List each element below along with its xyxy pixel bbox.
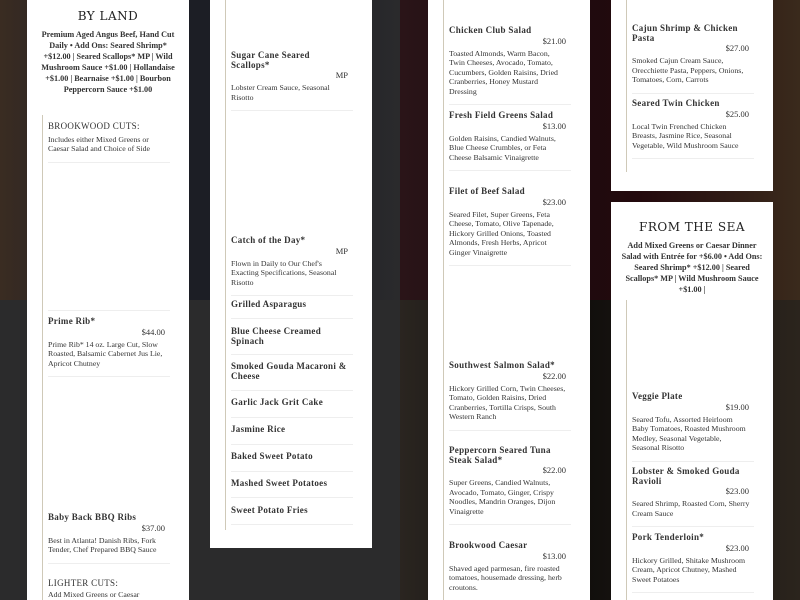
salads-card xyxy=(428,300,590,600)
item-price: $23.00 xyxy=(542,196,566,207)
item-desc: Seared Filet, Super Greens, Feta Cheese, Tomato, Olive Tapenade, Hickory Grilled Onions, Toasted Almonds, Fresh Herbs, Apricot Ginger Vinaigrette xyxy=(449,209,554,257)
item-name: Prime Rib* xyxy=(48,316,96,326)
entrees-card xyxy=(611,300,773,600)
divider xyxy=(231,497,353,498)
menu-item xyxy=(449,111,571,171)
menu-panel-by-land-cont xyxy=(0,300,400,600)
by-land-card xyxy=(27,300,189,600)
item-price: $37.00 xyxy=(141,522,165,533)
menu-item xyxy=(632,99,754,159)
section-title: FROM THE SEA xyxy=(639,220,745,234)
menu-item xyxy=(231,236,353,296)
divider xyxy=(231,444,353,445)
item-desc: Includes either Mixed Greens or Caesar Salad and Choice of Side xyxy=(48,134,150,154)
menu-panel-by-land xyxy=(0,0,400,300)
item-desc: Seared Shrimp, Roasted Corn, Sherry Cream Sauce xyxy=(632,499,750,518)
side-item: Mashed Sweet Potatoes xyxy=(231,478,328,488)
item-name: Fresh Field Greens Salad xyxy=(449,110,554,120)
side-item: Blue Cheese Creamed Spinach xyxy=(231,326,322,346)
menu-item xyxy=(449,446,571,525)
side-item: Smoked Gouda Macaroni & Cheese xyxy=(231,361,347,381)
divider xyxy=(443,300,444,600)
item-desc: Shaved aged parmesan, fire roasted tomatoes, housemade dressing, herb croutons. xyxy=(449,563,562,592)
item-name: Brookwood Caesar xyxy=(449,540,528,550)
divider xyxy=(626,0,627,172)
item-desc: Best in Atlanta! Danish Ribs, Fork Tender, Chef Prepared BBQ Sauce xyxy=(48,535,157,555)
from-the-sea-card xyxy=(611,202,773,300)
divider xyxy=(626,300,627,600)
menu-item xyxy=(449,187,571,266)
item-desc: Smoked Cajun Cream Sauce, Orecchiette Pasta, Peppers, Onions, Tomatoes, Corn, Carrots xyxy=(632,56,744,85)
menu-panel-salads-cont xyxy=(400,300,800,600)
divider xyxy=(443,0,444,300)
item-desc: Prime Rib* 14 oz. Large Cut, Slow Roasted, Balsamic Cabernet Jus Lie, Apricot Chutney xyxy=(48,339,163,368)
salads-card xyxy=(428,0,590,300)
menu-item xyxy=(632,392,754,462)
divider xyxy=(225,300,226,530)
item-desc: Lobster Cream Sauce, Seasonal Risotto xyxy=(231,83,330,102)
menu-item xyxy=(449,541,571,600)
entrees-card xyxy=(611,0,773,191)
side-item: Baked Sweet Potato xyxy=(231,451,313,461)
item-name: Baby Back BBQ Ribs xyxy=(48,512,137,522)
divider xyxy=(231,417,353,418)
item-name: Chicken Club Salad xyxy=(449,25,532,35)
menu-item xyxy=(48,317,170,377)
item-name: Cajun Shrimp & Chicken Pasta xyxy=(632,23,738,43)
item-name: Seared Twin Chicken xyxy=(632,98,720,108)
item-desc: Seared Tofu, Assorted Heirloom Baby Tomatoes, Roasted Mushroom Medley, Seasonal Vegetable, Seasonal Risotto xyxy=(632,414,746,453)
menu-item xyxy=(231,51,353,111)
menu-item xyxy=(632,467,754,527)
item-price: $44.00 xyxy=(141,326,165,337)
item-price: $25.00 xyxy=(725,108,749,119)
item-price: $23.00 xyxy=(725,486,749,496)
sea-card xyxy=(210,0,372,300)
item-price: $13.00 xyxy=(542,120,566,131)
item-price: $13.00 xyxy=(542,550,566,561)
divider xyxy=(231,524,353,525)
divider xyxy=(231,390,353,391)
divider xyxy=(42,115,43,300)
section-title: BY LAND xyxy=(77,9,139,23)
sides-card xyxy=(210,300,372,548)
menu-item xyxy=(48,579,170,600)
side-item: Sweet Potato Fries xyxy=(231,505,308,515)
side-item: Jasmine Rice xyxy=(231,424,286,434)
menu-item xyxy=(449,361,571,431)
item-price: $22.00 xyxy=(542,465,566,475)
item-desc: Add Mixed Greens or Caesar xyxy=(48,589,140,599)
divider xyxy=(231,354,353,355)
side-item: Grilled Asparagus xyxy=(231,300,307,309)
menu-item xyxy=(632,533,754,593)
menu-panel-salads xyxy=(400,0,800,300)
item-desc: Toasted Almonds, Warm Bacon, Twin Cheeses, Avocado, Tomato, Cucumbers, Golden Raisins, Dried Cranberries, Honey Mustard Dressing xyxy=(449,48,558,96)
item-desc: Local Twin Frenched Chicken Breasts, Jasmine Rice, Seasonal Vegetable, Wild Mushroom Sauce xyxy=(632,121,739,150)
item-price: MP xyxy=(335,245,348,256)
item-desc: Hickory Grilled Corn, Twin Cheeses, Tomato, Golden Raisins, Dried Cranberries, Tortilla Crisps, South Western Ranch xyxy=(449,383,566,422)
section-intro: Premium Aged Angus Beef, Hand Cut Daily • Add Ons: Seared Shrimp* +$12.00 | Seared Scallops* MP | Wild Mushroom Sauce +$1.00 | Hollandaise +$1.00 | Bearnaise +$1.00 | Bourbon Peppercorn Sauce +$1.00 xyxy=(41,30,175,94)
item-desc: Super Greens, Candied Walnuts, Avocado, Tomato, Ginger, Crispy Noodles, Mandrin Oranges, Dijon Vinaigrette xyxy=(449,478,556,516)
divider xyxy=(231,471,353,472)
section-intro: Add Mixed Greens or Caesar Dinner Salad with Entrée for +$6.00 • Add Ons: Seared Shrimp* +$12.00 | Seared Scallops* MP | Wild Mushroom Sauce +$1.00 | xyxy=(621,241,763,294)
by-land-card xyxy=(27,0,189,300)
item-name: Sugar Cane Seared Scallops* xyxy=(231,50,310,70)
item-name: Lobster & Smoked Gouda Ravioli xyxy=(632,466,740,486)
item-desc: Flown in Daily to Our Chef's Exacting Specifications, Seasonal Risotto xyxy=(231,258,337,287)
item-name: Catch of the Day* xyxy=(231,235,306,245)
item-price: $19.00 xyxy=(725,401,749,412)
item-price: $21.00 xyxy=(542,35,566,46)
divider xyxy=(225,0,226,300)
divider xyxy=(48,310,170,311)
item-desc: Hickory Grilled, Shitake Mushroom Cream, Apricot Chutney, Mashed Sweet Potatoes xyxy=(632,555,746,584)
item-name: LIGHTER CUTS: xyxy=(48,578,119,588)
menu-item xyxy=(48,513,170,564)
side-item: Garlic Jack Grit Cake xyxy=(231,397,324,407)
item-name: Pork Tenderloin* xyxy=(632,532,705,542)
divider xyxy=(42,300,43,600)
item-price: $27.00 xyxy=(725,43,749,53)
divider xyxy=(231,318,353,319)
item-desc: Golden Raisins, Candied Walnuts, Blue Cheese Crumbles, or Feta Cheese Balsamic Vinaigrette xyxy=(449,133,556,162)
item-name: Veggie Plate xyxy=(632,391,683,401)
item-name: Filet of Beef Salad xyxy=(449,186,525,196)
item-name: Peppercorn Seared Tuna Steak Salad* xyxy=(449,445,551,465)
item-price: $22.00 xyxy=(542,370,566,381)
item-name: Southwest Salmon Salad* xyxy=(449,360,555,370)
item-name: BROOKWOOD CUTS: xyxy=(48,121,140,131)
menu-item xyxy=(449,26,571,105)
menu-item xyxy=(632,24,754,94)
item-price: $23.00 xyxy=(725,542,749,553)
item-price: MP xyxy=(335,70,348,80)
menu-item xyxy=(48,122,170,163)
